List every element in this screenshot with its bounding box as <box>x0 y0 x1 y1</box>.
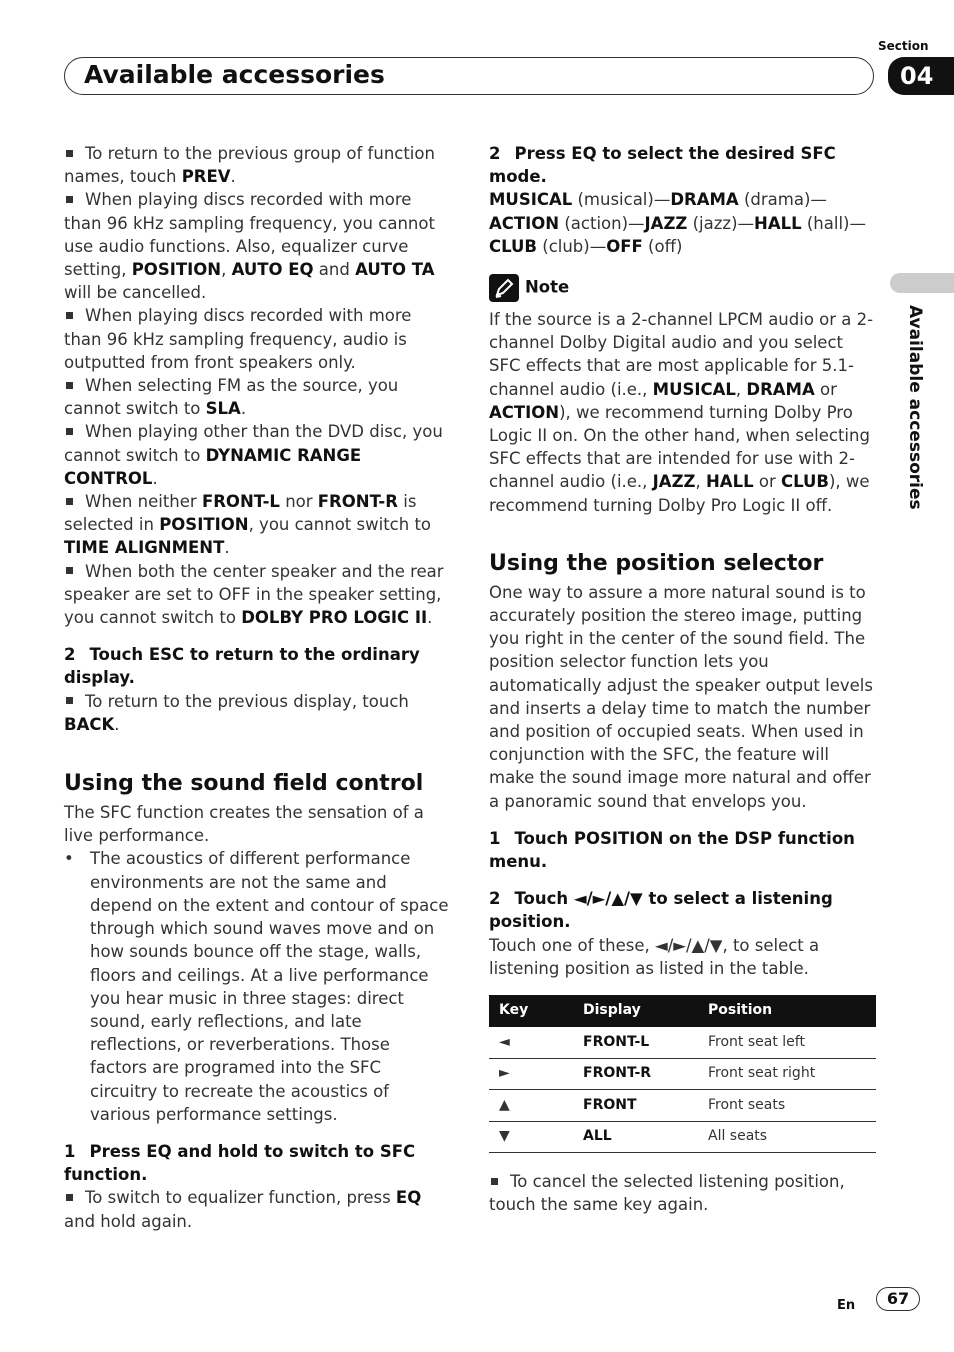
bullet-cancel: To cancel the selected listening position, touch the same key again. <box>489 1172 845 1215</box>
bullet-drc: When playing other than the DVD disc, you cannot switch to DYNAMIC RANGE CONTROL. <box>64 422 443 488</box>
bullet-dolby: When both the center speaker and the rear speaker are set to OFF in the speaker setting, you cannot switch to DOLBY PRO LOGIC II. <box>64 561 444 628</box>
sfc-intro: The SFC function creates the sensation of a live performance. <box>64 803 424 846</box>
language-label: En <box>837 1298 856 1313</box>
display-cell: ALL <box>573 1121 698 1153</box>
table-row <box>489 1121 876 1153</box>
position-cell: Front seats <box>698 1090 876 1122</box>
square-bullet-icon <box>66 150 73 157</box>
sfc-modes: MUSICAL (musical)—DRAMA (drama)—ACTION (action)—JAZZ (jazz)—HALL (hall)—CLUB (club)—OFF (off) <box>489 190 866 256</box>
position-heading: Using the position selector <box>489 550 824 576</box>
display-cell: FRONT-R <box>573 1058 698 1090</box>
bullet-96khz-front: When playing discs recorded with more than 96 kHz sampling frequency, audio is outputted from front speakers only. <box>64 306 412 372</box>
bullet-fm-sla: When selecting FM as the source, you cannot switch to SLA. <box>64 376 399 419</box>
section-label: Section <box>878 39 929 53</box>
dot-bullet-icon: • <box>64 849 74 869</box>
table-header-row <box>489 995 876 1027</box>
bullet-prev: To return to the previous group of function names, touch PREV. <box>64 144 435 187</box>
step-touch-position: 1 Touch POSITION on the DSP function menu. <box>489 828 855 872</box>
page-number: 67 <box>876 1287 920 1311</box>
square-bullet-icon <box>66 382 73 389</box>
side-label: Available accessories <box>905 305 925 510</box>
square-bullet-icon <box>66 567 73 574</box>
table-row <box>489 1058 876 1090</box>
square-bullet-icon <box>66 428 73 435</box>
bullet-96khz-functions: When playing discs recorded with more than 96 kHz sampling frequency, you cannot use audio functions. Also, equalizer curve setting, POSITION, AUTO EQ and AUTO TA will be cancelled. <box>64 190 435 303</box>
key-up-icon: ▲ <box>489 1090 573 1122</box>
side-tab <box>890 273 954 293</box>
position-cell: Front seat left <box>698 1027 876 1058</box>
page-title: Available accessories <box>84 60 385 89</box>
bullet-eq: To switch to equalizer function, press EQ and hold again. <box>64 1188 422 1231</box>
col-display: Display <box>573 995 698 1027</box>
section-number: 04 <box>888 57 954 95</box>
sfc-heading: Using the sound field control <box>64 771 424 797</box>
square-bullet-icon <box>66 1194 73 1201</box>
col-key: Key <box>489 995 573 1027</box>
bullet-back: To return to the previous display, touch BACK. <box>64 691 409 734</box>
step-esc: 2 Touch ESC to return to the ordinary display. <box>64 645 420 688</box>
sfc-bullet: • The acoustics of different performance environments are not the same and depend on the extent and contour of space through which sound waves move and on how sounds bounce off the stage, walls, floors and ceilings. At a live performance you hear music in three stages: direct sound, early reflections, and late reflections, or reverberations. Those factors are programed into the SFC circuitry to recreate the acoustics of various performance settings. <box>64 847 452 1125</box>
table-row <box>489 1090 876 1122</box>
note-text: If the source is a 2-channel LPCM audio or a 2-channel Dolby Digital audio and you select SFC effects that are most applicable for 5.1-channel audio (i.e., MUSICAL, DRAMA or ACTION), we recommend turning Dolby Pro Logic II on. On the other hand, when selecting SFC effects that are intended for use with 2-channel audio (i.e., JAZZ, HALL or CLUB), we recommend turning Dolby Pro Logic II off. <box>489 310 874 515</box>
note-pencil-icon <box>489 274 519 302</box>
step-select-sfc: 2 Press EQ to select the desired SFC mode. <box>489 144 836 187</box>
right-column <box>489 142 877 1217</box>
position-cell: All seats <box>698 1121 876 1153</box>
note-header: Note <box>489 274 877 302</box>
square-bullet-icon <box>491 1178 498 1185</box>
left-column <box>64 142 452 1233</box>
key-left-icon: ◄ <box>489 1027 573 1058</box>
step-eq-hold: 1 Press EQ and hold to switch to SFC function. <box>64 1141 416 1185</box>
display-cell: FRONT-L <box>573 1027 698 1058</box>
position-intro: One way to assure a more natural sound is to accurately position the stereo image, putting you right in the center of the sound field. The position selector function lets you automatically adjust the speaker output levels and inserts a delay time to match the number and position of occupied seats. When used in conjunction with the SFC, the feature will make the sound image more natural and offer a panoramic sound that envelops you. <box>489 582 873 811</box>
display-cell: FRONT <box>573 1090 698 1122</box>
square-bullet-icon <box>66 697 73 704</box>
square-bullet-icon <box>66 196 73 203</box>
touch-description: Touch one of these, ◄/►/▲/▼, to select a listening position as listed in the table. <box>489 935 820 978</box>
bullet-time-alignment: When neither FRONT-L nor FRONT-R is selected in POSITION, you cannot switch to TIME ALIGNMENT. <box>64 492 432 558</box>
position-table <box>489 995 876 1153</box>
table-row <box>489 1027 876 1058</box>
square-bullet-icon <box>66 312 73 319</box>
step-touch-arrows: 2 Touch ◄/►/▲/▼ to select a listening position. <box>489 889 833 932</box>
key-down-icon: ▼ <box>489 1121 573 1153</box>
position-cell: Front seat right <box>698 1058 876 1090</box>
col-position: Position <box>698 995 876 1027</box>
square-bullet-icon <box>66 498 73 505</box>
key-right-icon: ► <box>489 1058 573 1090</box>
